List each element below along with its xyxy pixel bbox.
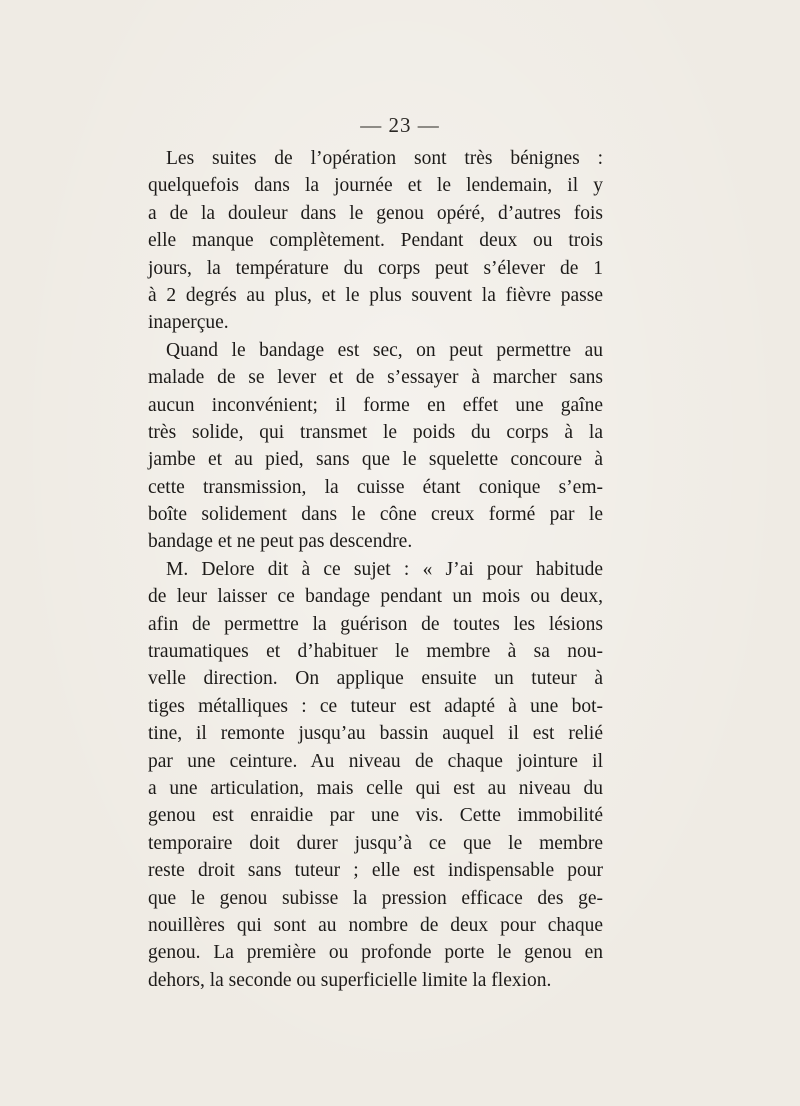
text-line: dehors, la seconde ou superficielle limite la flexion. xyxy=(148,969,552,991)
text-line: par une ceinture. Au niveau de chaque jointure il xyxy=(148,750,603,772)
text-line: Quand le bandage est sec, on peut permettre au xyxy=(166,339,603,361)
text-line: elle manque complètement. Pendant deux ou trois xyxy=(148,230,603,252)
text-line: de leur laisser ce bandage pendant un mois ou deux, xyxy=(148,586,603,608)
text-line: velle direction. On applique ensuite un tuteur à xyxy=(148,668,603,690)
text-line: traumatiques et d’habituer le membre à sa nou- xyxy=(148,641,603,663)
text-line: malade de se lever et de s’essayer à marcher sans xyxy=(148,367,603,389)
text-line: quelquefois dans la journée et le lendemain, il y xyxy=(148,175,603,197)
text-line: temporaire doit durer jusqu’à ce que le membre xyxy=(148,832,603,854)
text-line: que le genou subisse la pression efficace des ge- xyxy=(148,887,603,909)
text-line: Les suites de l’opération sont très bénignes : xyxy=(166,148,603,169)
text-line: reste droit sans tuteur ; elle est indispensable pour xyxy=(148,860,603,882)
text-line: afin de permettre la guérison de toutes les lésions xyxy=(148,613,603,635)
text-line: tine, il remonte jusqu’au bassin auquel il est relié xyxy=(148,723,603,745)
text-line: a de la douleur dans le genou opéré, d’autres fois xyxy=(148,202,603,224)
text-line: cette transmission, la cuisse étant conique s’em- xyxy=(148,476,603,498)
text-line: jambe et au pied, sans que le squelette concoure à xyxy=(148,449,603,471)
page-number: — 23 — xyxy=(360,113,440,137)
text-line: jours, la température du corps peut s’élever de 1 xyxy=(148,257,603,279)
text-line: genou. La première ou profonde porte le genou en xyxy=(148,942,603,964)
text-line: à 2 degrés au plus, et le plus souvent la fièvre passe xyxy=(148,284,603,306)
text-line: boîte solidement dans le cône creux formé par le xyxy=(148,504,603,526)
text-line: inaperçue. xyxy=(148,312,229,334)
text-line: très solide, qui transmet le poids du corps à la xyxy=(148,421,603,443)
text-line: nouillères qui sont au nombre de deux pour chaque xyxy=(148,914,603,936)
text-line: bandage et ne peut pas descendre. xyxy=(148,531,413,553)
text-line: aucun inconvénient; il forme en effet une gaîne xyxy=(148,394,603,416)
text-line: a une articulation, mais celle qui est au niveau du xyxy=(148,777,603,799)
text-line: genou est enraidie par une vis. Cette immobilité xyxy=(148,805,603,827)
text-line: M. Delore dit à ce sujet : « J’ai pour habitude xyxy=(166,558,603,580)
body-text xyxy=(148,145,603,994)
text-line: tiges métalliques : ce tuteur est adapté à une bot- xyxy=(148,695,603,717)
